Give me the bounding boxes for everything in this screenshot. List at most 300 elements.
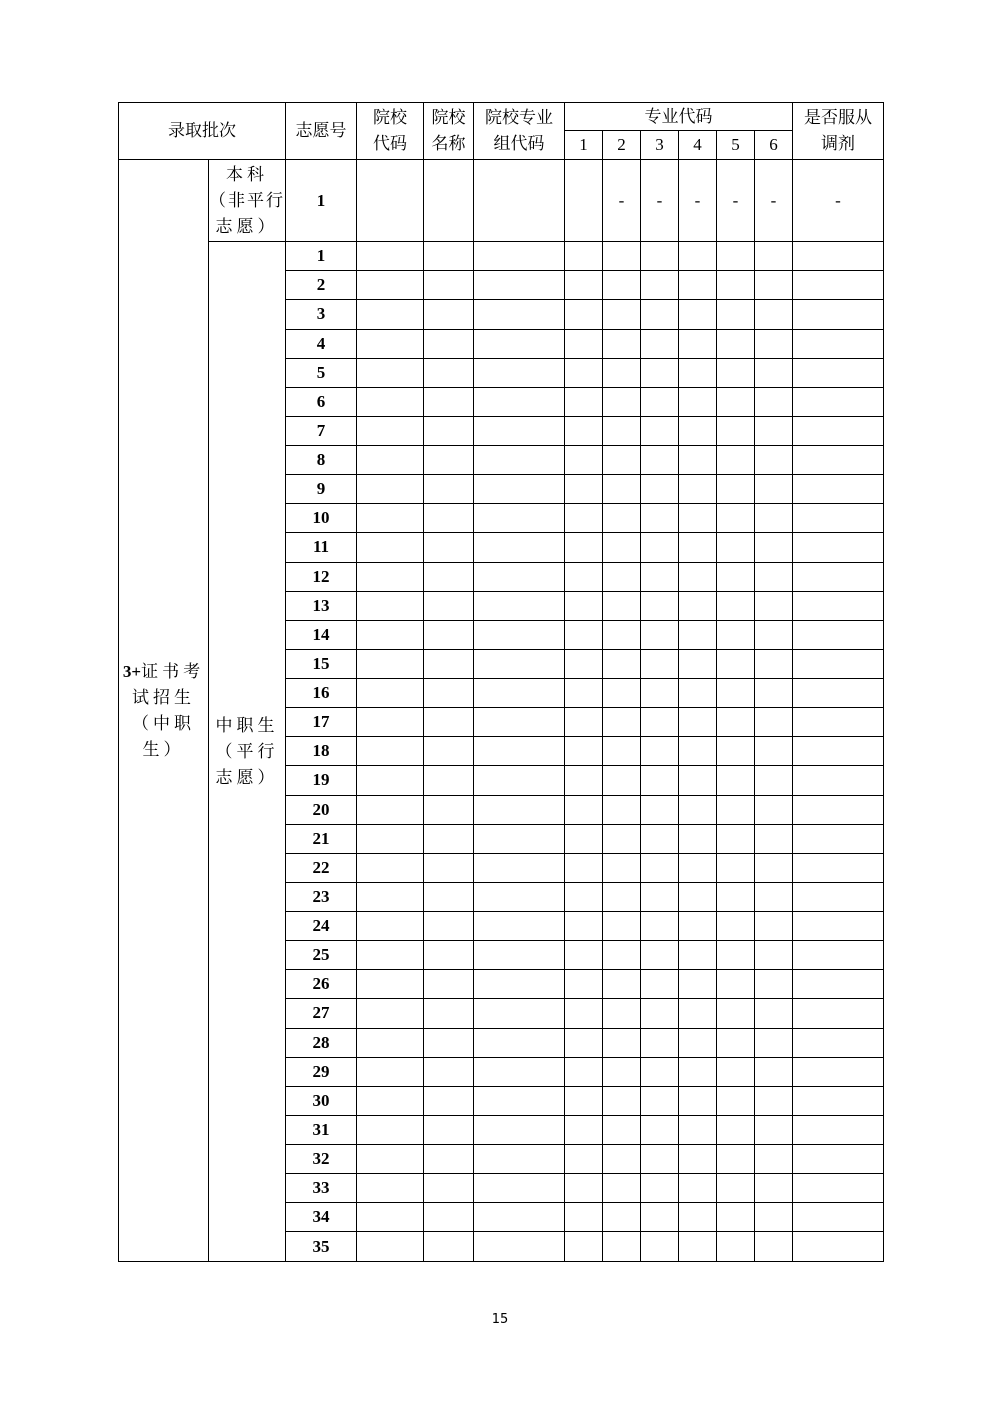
vocational-major-cell[interactable]: [755, 1057, 793, 1086]
vocational-major-cell[interactable]: [565, 242, 603, 271]
vocational-major-cell[interactable]: [717, 329, 755, 358]
vocational-school-code-cell[interactable]: [357, 970, 424, 999]
vocational-adjust-cell[interactable]: [793, 271, 884, 300]
vocational-school-name-cell[interactable]: [424, 649, 474, 678]
vocational-major-cell[interactable]: [565, 1145, 603, 1174]
vocational-major-cell[interactable]: [603, 562, 641, 591]
vocational-major-cell[interactable]: [679, 999, 717, 1028]
vocational-major-cell[interactable]: [679, 853, 717, 882]
vocational-major-cell[interactable]: [679, 1203, 717, 1232]
vocational-major-cell[interactable]: [641, 1203, 679, 1232]
vocational-school-name-cell[interactable]: [424, 1028, 474, 1057]
vocational-major-cell[interactable]: [679, 1115, 717, 1144]
vocational-school-code-cell[interactable]: [357, 387, 424, 416]
vocational-major-cell[interactable]: [603, 999, 641, 1028]
vocational-major-cell[interactable]: [565, 1086, 603, 1115]
vocational-major-cell[interactable]: [755, 562, 793, 591]
vocational-major-cell[interactable]: [641, 970, 679, 999]
vocational-group-code-cell[interactable]: [474, 882, 565, 911]
vocational-major-cell[interactable]: [603, 649, 641, 678]
vocational-major-cell[interactable]: [717, 475, 755, 504]
vocational-major-cell[interactable]: [717, 766, 755, 795]
vocational-major-cell[interactable]: [755, 1086, 793, 1115]
vocational-major-cell[interactable]: [717, 358, 755, 387]
vocational-major-cell[interactable]: [641, 387, 679, 416]
vocational-major-cell[interactable]: [565, 912, 603, 941]
vocational-major-cell[interactable]: [755, 446, 793, 475]
vocational-group-code-cell[interactable]: [474, 1028, 565, 1057]
vocational-major-cell[interactable]: [603, 1203, 641, 1232]
vocational-adjust-cell[interactable]: [793, 1086, 884, 1115]
vocational-school-name-cell[interactable]: [424, 416, 474, 445]
vocational-major-cell[interactable]: [755, 620, 793, 649]
vocational-major-cell[interactable]: [679, 387, 717, 416]
vocational-major-cell[interactable]: [641, 533, 679, 562]
vocational-major-cell[interactable]: [755, 271, 793, 300]
vocational-major-cell[interactable]: [641, 708, 679, 737]
vocational-major-cell[interactable]: [755, 1203, 793, 1232]
vocational-school-name-cell[interactable]: [424, 1174, 474, 1203]
vocational-major-cell[interactable]: [603, 941, 641, 970]
vocational-major-cell[interactable]: [603, 387, 641, 416]
vocational-major-cell[interactable]: [679, 679, 717, 708]
vocational-school-name-cell[interactable]: [424, 1086, 474, 1115]
vocational-group-code-cell[interactable]: [474, 912, 565, 941]
vocational-school-name-cell[interactable]: [424, 912, 474, 941]
vocational-major-cell[interactable]: [641, 824, 679, 853]
vocational-major-cell[interactable]: [641, 416, 679, 445]
vocational-major-cell[interactable]: [603, 1174, 641, 1203]
vocational-major-cell[interactable]: [717, 941, 755, 970]
vocational-adjust-cell[interactable]: [793, 1203, 884, 1232]
vocational-school-name-cell[interactable]: [424, 824, 474, 853]
vocational-group-code-cell[interactable]: [474, 416, 565, 445]
vocational-major-cell[interactable]: [679, 649, 717, 678]
vocational-major-cell[interactable]: [755, 853, 793, 882]
vocational-major-cell[interactable]: [755, 1174, 793, 1203]
vocational-major-cell[interactable]: [565, 882, 603, 911]
vocational-major-cell[interactable]: [717, 679, 755, 708]
vocational-major-cell[interactable]: [717, 999, 755, 1028]
vocational-group-code-cell[interactable]: [474, 970, 565, 999]
vocational-school-code-cell[interactable]: [357, 1028, 424, 1057]
vocational-major-cell[interactable]: [641, 649, 679, 678]
vocational-major-cell[interactable]: [679, 1086, 717, 1115]
vocational-major-cell[interactable]: [679, 533, 717, 562]
vocational-major-cell[interactable]: [641, 679, 679, 708]
vocational-major-cell[interactable]: [755, 970, 793, 999]
vocational-major-cell[interactable]: [603, 1232, 641, 1262]
vocational-major-cell[interactable]: [565, 329, 603, 358]
vocational-group-code-cell[interactable]: [474, 649, 565, 678]
vocational-major-cell[interactable]: [603, 679, 641, 708]
vocational-group-code-cell[interactable]: [474, 766, 565, 795]
vocational-major-cell[interactable]: [641, 446, 679, 475]
vocational-adjust-cell[interactable]: [793, 679, 884, 708]
vocational-major-cell[interactable]: [755, 737, 793, 766]
vocational-major-cell[interactable]: [641, 1028, 679, 1057]
vocational-group-code-cell[interactable]: [474, 824, 565, 853]
vocational-major-cell[interactable]: [717, 1232, 755, 1262]
vocational-major-cell[interactable]: [565, 1232, 603, 1262]
vocational-major-cell[interactable]: [565, 824, 603, 853]
vocational-major-cell[interactable]: [717, 1057, 755, 1086]
vocational-major-cell[interactable]: [565, 737, 603, 766]
vocational-school-code-cell[interactable]: [357, 446, 424, 475]
vocational-adjust-cell[interactable]: [793, 882, 884, 911]
vocational-major-cell[interactable]: [565, 795, 603, 824]
vocational-group-code-cell[interactable]: [474, 387, 565, 416]
vocational-school-code-cell[interactable]: [357, 416, 424, 445]
vocational-adjust-cell[interactable]: [793, 737, 884, 766]
vocational-major-cell[interactable]: [755, 329, 793, 358]
vocational-school-code-cell[interactable]: [357, 475, 424, 504]
vocational-major-cell[interactable]: [717, 300, 755, 329]
vocational-major-cell[interactable]: [603, 475, 641, 504]
vocational-major-cell[interactable]: [679, 970, 717, 999]
vocational-major-cell[interactable]: [603, 795, 641, 824]
vocational-group-code-cell[interactable]: [474, 300, 565, 329]
vocational-school-code-cell[interactable]: [357, 300, 424, 329]
vocational-school-name-cell[interactable]: [424, 329, 474, 358]
vocational-major-cell[interactable]: [679, 591, 717, 620]
vocational-adjust-cell[interactable]: [793, 1115, 884, 1144]
vocational-major-cell[interactable]: [641, 242, 679, 271]
undergrad-major-cell[interactable]: [565, 160, 603, 242]
vocational-school-code-cell[interactable]: [357, 1086, 424, 1115]
vocational-adjust-cell[interactable]: [793, 795, 884, 824]
vocational-major-cell[interactable]: [603, 271, 641, 300]
vocational-school-name-cell[interactable]: [424, 795, 474, 824]
vocational-school-code-cell[interactable]: [357, 329, 424, 358]
vocational-major-cell[interactable]: [679, 271, 717, 300]
vocational-major-cell[interactable]: [565, 591, 603, 620]
vocational-school-name-cell[interactable]: [424, 679, 474, 708]
vocational-major-cell[interactable]: [717, 708, 755, 737]
vocational-major-cell[interactable]: [565, 853, 603, 882]
vocational-major-cell[interactable]: [679, 504, 717, 533]
vocational-major-cell[interactable]: [679, 882, 717, 911]
vocational-major-cell[interactable]: [641, 620, 679, 649]
vocational-school-code-cell[interactable]: [357, 533, 424, 562]
vocational-school-name-cell[interactable]: [424, 446, 474, 475]
vocational-major-cell[interactable]: [717, 1203, 755, 1232]
vocational-adjust-cell[interactable]: [793, 999, 884, 1028]
vocational-major-cell[interactable]: [679, 562, 717, 591]
vocational-major-cell[interactable]: [565, 1057, 603, 1086]
vocational-school-name-cell[interactable]: [424, 708, 474, 737]
vocational-school-code-cell[interactable]: [357, 941, 424, 970]
vocational-school-code-cell[interactable]: [357, 504, 424, 533]
vocational-major-cell[interactable]: [641, 941, 679, 970]
vocational-school-name-cell[interactable]: [424, 562, 474, 591]
vocational-major-cell[interactable]: [717, 1174, 755, 1203]
vocational-school-name-cell[interactable]: [424, 766, 474, 795]
vocational-major-cell[interactable]: [717, 1086, 755, 1115]
vocational-major-cell[interactable]: [641, 737, 679, 766]
vocational-major-cell[interactable]: [565, 620, 603, 649]
vocational-major-cell[interactable]: [565, 533, 603, 562]
vocational-school-name-cell[interactable]: [424, 358, 474, 387]
vocational-major-cell[interactable]: [641, 1115, 679, 1144]
vocational-major-cell[interactable]: [755, 708, 793, 737]
vocational-major-cell[interactable]: [679, 1145, 717, 1174]
vocational-major-cell[interactable]: [755, 475, 793, 504]
vocational-group-code-cell[interactable]: [474, 1115, 565, 1144]
vocational-major-cell[interactable]: [717, 795, 755, 824]
vocational-major-cell[interactable]: [603, 912, 641, 941]
vocational-school-name-cell[interactable]: [424, 533, 474, 562]
vocational-major-cell[interactable]: [565, 271, 603, 300]
vocational-major-cell[interactable]: [755, 591, 793, 620]
vocational-school-name-cell[interactable]: [424, 300, 474, 329]
vocational-school-name-cell[interactable]: [424, 620, 474, 649]
vocational-major-cell[interactable]: [565, 679, 603, 708]
vocational-adjust-cell[interactable]: [793, 1174, 884, 1203]
vocational-group-code-cell[interactable]: [474, 475, 565, 504]
vocational-major-cell[interactable]: [641, 300, 679, 329]
vocational-major-cell[interactable]: [565, 475, 603, 504]
vocational-major-cell[interactable]: [565, 446, 603, 475]
vocational-major-cell[interactable]: [641, 912, 679, 941]
vocational-adjust-cell[interactable]: [793, 853, 884, 882]
vocational-major-cell[interactable]: [679, 912, 717, 941]
vocational-school-code-cell[interactable]: [357, 242, 424, 271]
vocational-major-cell[interactable]: [755, 504, 793, 533]
vocational-group-code-cell[interactable]: [474, 1086, 565, 1115]
vocational-school-name-cell[interactable]: [424, 853, 474, 882]
vocational-major-cell[interactable]: [603, 1028, 641, 1057]
vocational-major-cell[interactable]: [755, 416, 793, 445]
vocational-major-cell[interactable]: [679, 824, 717, 853]
vocational-school-code-cell[interactable]: [357, 824, 424, 853]
vocational-major-cell[interactable]: [755, 941, 793, 970]
vocational-school-code-cell[interactable]: [357, 562, 424, 591]
vocational-group-code-cell[interactable]: [474, 271, 565, 300]
vocational-major-cell[interactable]: [755, 1115, 793, 1144]
vocational-major-cell[interactable]: [603, 591, 641, 620]
vocational-major-cell[interactable]: [641, 795, 679, 824]
vocational-adjust-cell[interactable]: [793, 416, 884, 445]
vocational-group-code-cell[interactable]: [474, 737, 565, 766]
vocational-school-code-cell[interactable]: [357, 591, 424, 620]
vocational-major-cell[interactable]: [679, 766, 717, 795]
vocational-major-cell[interactable]: [679, 475, 717, 504]
vocational-major-cell[interactable]: [641, 882, 679, 911]
vocational-major-cell[interactable]: [679, 242, 717, 271]
vocational-adjust-cell[interactable]: [793, 591, 884, 620]
vocational-major-cell[interactable]: [755, 358, 793, 387]
vocational-major-cell[interactable]: [717, 591, 755, 620]
vocational-major-cell[interactable]: [679, 1174, 717, 1203]
vocational-major-cell[interactable]: [717, 242, 755, 271]
vocational-major-cell[interactable]: [565, 504, 603, 533]
undergrad-school-code-cell[interactable]: [357, 160, 424, 242]
vocational-major-cell[interactable]: [717, 416, 755, 445]
vocational-major-cell[interactable]: [603, 824, 641, 853]
vocational-major-cell[interactable]: [755, 795, 793, 824]
vocational-major-cell[interactable]: [565, 562, 603, 591]
vocational-school-name-cell[interactable]: [424, 999, 474, 1028]
vocational-group-code-cell[interactable]: [474, 941, 565, 970]
vocational-major-cell[interactable]: [679, 446, 717, 475]
vocational-major-cell[interactable]: [717, 970, 755, 999]
vocational-major-cell[interactable]: [755, 766, 793, 795]
vocational-major-cell[interactable]: [717, 824, 755, 853]
vocational-school-code-cell[interactable]: [357, 271, 424, 300]
vocational-major-cell[interactable]: [755, 912, 793, 941]
vocational-major-cell[interactable]: [755, 882, 793, 911]
vocational-major-cell[interactable]: [641, 504, 679, 533]
vocational-school-code-cell[interactable]: [357, 1232, 424, 1262]
vocational-major-cell[interactable]: [603, 1057, 641, 1086]
vocational-group-code-cell[interactable]: [474, 446, 565, 475]
vocational-major-cell[interactable]: [679, 300, 717, 329]
vocational-adjust-cell[interactable]: [793, 475, 884, 504]
vocational-major-cell[interactable]: [717, 649, 755, 678]
vocational-major-cell[interactable]: [603, 766, 641, 795]
vocational-major-cell[interactable]: [565, 416, 603, 445]
vocational-major-cell[interactable]: [603, 970, 641, 999]
vocational-major-cell[interactable]: [641, 475, 679, 504]
vocational-school-code-cell[interactable]: [357, 999, 424, 1028]
vocational-major-cell[interactable]: [565, 708, 603, 737]
vocational-major-cell[interactable]: [717, 912, 755, 941]
vocational-major-cell[interactable]: [755, 1145, 793, 1174]
vocational-major-cell[interactable]: [603, 358, 641, 387]
vocational-school-name-cell[interactable]: [424, 1203, 474, 1232]
vocational-school-code-cell[interactable]: [357, 853, 424, 882]
vocational-group-code-cell[interactable]: [474, 1232, 565, 1262]
vocational-adjust-cell[interactable]: [793, 824, 884, 853]
vocational-group-code-cell[interactable]: [474, 1145, 565, 1174]
vocational-major-cell[interactable]: [717, 882, 755, 911]
vocational-major-cell[interactable]: [755, 533, 793, 562]
vocational-group-code-cell[interactable]: [474, 533, 565, 562]
vocational-major-cell[interactable]: [603, 853, 641, 882]
vocational-school-name-cell[interactable]: [424, 271, 474, 300]
vocational-major-cell[interactable]: [641, 853, 679, 882]
vocational-school-code-cell[interactable]: [357, 1174, 424, 1203]
vocational-school-name-cell[interactable]: [424, 1115, 474, 1144]
vocational-major-cell[interactable]: [565, 1203, 603, 1232]
vocational-major-cell[interactable]: [603, 1145, 641, 1174]
vocational-group-code-cell[interactable]: [474, 329, 565, 358]
vocational-major-cell[interactable]: [565, 1028, 603, 1057]
vocational-major-cell[interactable]: [679, 620, 717, 649]
vocational-adjust-cell[interactable]: [793, 358, 884, 387]
vocational-major-cell[interactable]: [755, 679, 793, 708]
vocational-major-cell[interactable]: [717, 1115, 755, 1144]
vocational-adjust-cell[interactable]: [793, 242, 884, 271]
vocational-major-cell[interactable]: [679, 1028, 717, 1057]
vocational-school-name-cell[interactable]: [424, 387, 474, 416]
vocational-group-code-cell[interactable]: [474, 1057, 565, 1086]
vocational-major-cell[interactable]: [603, 708, 641, 737]
vocational-adjust-cell[interactable]: [793, 766, 884, 795]
vocational-major-cell[interactable]: [641, 591, 679, 620]
undergrad-school-name-cell[interactable]: [424, 160, 474, 242]
vocational-major-cell[interactable]: [641, 358, 679, 387]
vocational-school-code-cell[interactable]: [357, 912, 424, 941]
vocational-major-cell[interactable]: [679, 329, 717, 358]
vocational-school-code-cell[interactable]: [357, 737, 424, 766]
vocational-group-code-cell[interactable]: [474, 562, 565, 591]
vocational-major-cell[interactable]: [679, 941, 717, 970]
vocational-school-name-cell[interactable]: [424, 591, 474, 620]
vocational-major-cell[interactable]: [755, 1232, 793, 1262]
vocational-major-cell[interactable]: [641, 271, 679, 300]
vocational-group-code-cell[interactable]: [474, 358, 565, 387]
vocational-adjust-cell[interactable]: [793, 300, 884, 329]
vocational-school-code-cell[interactable]: [357, 358, 424, 387]
vocational-major-cell[interactable]: [755, 387, 793, 416]
vocational-major-cell[interactable]: [755, 1028, 793, 1057]
vocational-major-cell[interactable]: [641, 329, 679, 358]
vocational-school-code-cell[interactable]: [357, 1057, 424, 1086]
vocational-major-cell[interactable]: [755, 824, 793, 853]
vocational-group-code-cell[interactable]: [474, 795, 565, 824]
vocational-adjust-cell[interactable]: [793, 941, 884, 970]
vocational-major-cell[interactable]: [717, 504, 755, 533]
vocational-adjust-cell[interactable]: [793, 1028, 884, 1057]
vocational-major-cell[interactable]: [717, 387, 755, 416]
vocational-major-cell[interactable]: [717, 446, 755, 475]
vocational-school-code-cell[interactable]: [357, 679, 424, 708]
vocational-major-cell[interactable]: [565, 1174, 603, 1203]
vocational-major-cell[interactable]: [679, 358, 717, 387]
vocational-major-cell[interactable]: [641, 1145, 679, 1174]
vocational-major-cell[interactable]: [603, 882, 641, 911]
vocational-major-cell[interactable]: [565, 358, 603, 387]
vocational-school-name-cell[interactable]: [424, 941, 474, 970]
vocational-major-cell[interactable]: [603, 446, 641, 475]
vocational-adjust-cell[interactable]: [793, 533, 884, 562]
vocational-major-cell[interactable]: [641, 999, 679, 1028]
vocational-major-cell[interactable]: [565, 999, 603, 1028]
vocational-school-name-cell[interactable]: [424, 504, 474, 533]
vocational-adjust-cell[interactable]: [793, 446, 884, 475]
vocational-school-code-cell[interactable]: [357, 1203, 424, 1232]
vocational-major-cell[interactable]: [565, 300, 603, 329]
vocational-school-code-cell[interactable]: [357, 882, 424, 911]
vocational-school-code-cell[interactable]: [357, 649, 424, 678]
vocational-adjust-cell[interactable]: [793, 708, 884, 737]
vocational-major-cell[interactable]: [717, 533, 755, 562]
vocational-group-code-cell[interactable]: [474, 620, 565, 649]
vocational-major-cell[interactable]: [717, 562, 755, 591]
vocational-major-cell[interactable]: [717, 1028, 755, 1057]
vocational-school-code-cell[interactable]: [357, 795, 424, 824]
vocational-major-cell[interactable]: [603, 504, 641, 533]
vocational-major-cell[interactable]: [717, 853, 755, 882]
vocational-group-code-cell[interactable]: [474, 853, 565, 882]
vocational-group-code-cell[interactable]: [474, 504, 565, 533]
vocational-major-cell[interactable]: [603, 329, 641, 358]
vocational-adjust-cell[interactable]: [793, 620, 884, 649]
vocational-major-cell[interactable]: [679, 1232, 717, 1262]
vocational-school-code-cell[interactable]: [357, 708, 424, 737]
vocational-major-cell[interactable]: [641, 1174, 679, 1203]
vocational-major-cell[interactable]: [679, 708, 717, 737]
vocational-major-cell[interactable]: [679, 416, 717, 445]
vocational-major-cell[interactable]: [603, 1086, 641, 1115]
vocational-school-code-cell[interactable]: [357, 1145, 424, 1174]
vocational-major-cell[interactable]: [717, 1145, 755, 1174]
vocational-group-code-cell[interactable]: [474, 1203, 565, 1232]
vocational-adjust-cell[interactable]: [793, 970, 884, 999]
vocational-school-name-cell[interactable]: [424, 882, 474, 911]
